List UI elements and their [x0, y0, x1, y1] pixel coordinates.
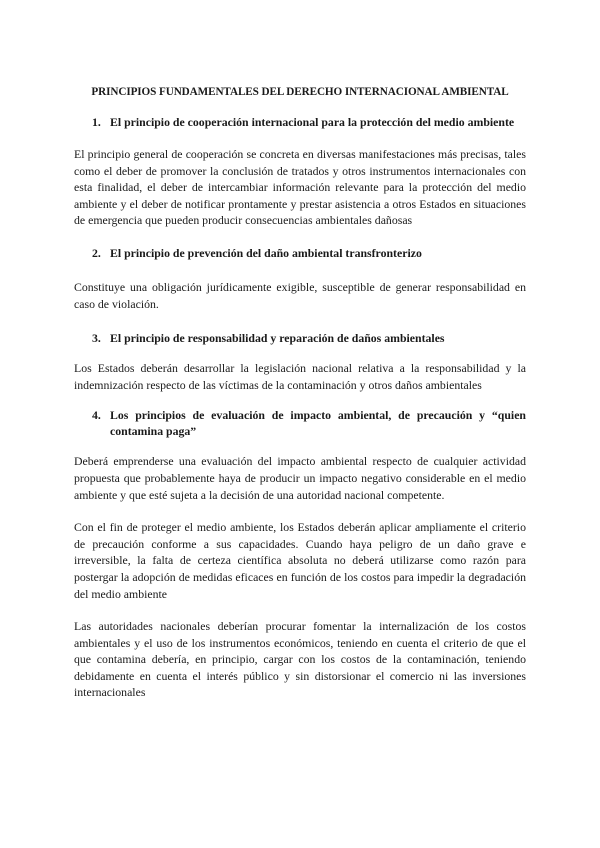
section-4-title: Los principios de evaluación de impacto ambiental, de precaución y “quien contamina paga” [110, 408, 526, 439]
section-1-number: 1. [92, 115, 101, 129]
section-1-heading [92, 114, 526, 130]
document-title: PRINCIPIOS FUNDAMENTALES DEL DERECHO INTERNACIONAL AMBIENTAL [91, 86, 509, 98]
section-3-paragraph: Los Estados deberán desarrollar la legislación nacional relativa a la responsabilidad y la indemnización respecto de las víctimas de la contaminación y otros daños ambientales [74, 361, 526, 392]
section-2-paragraph: Constituye una obligación jurídicamente exigible, susceptible de generar responsabilidad en caso de violación. [74, 279, 526, 311]
section-2-title: El principio de prevención del daño ambiental transfronterizo [110, 245, 422, 260]
section-1-paragraph: El principio general de cooperación se concreta en diversas manifestaciones más precisas, tales como el deber de promover la conclusión de tratados y otros instrumentos internacionales con esta finalidad, el deber de intercambiar información relevante para la protección del medio ambiente y el deber de notificar prontamente y prestar asistencia a otros Estados en situaciones de emergencia que pueden producir consecuencias ambientales dañosas [74, 147, 526, 228]
section-1-title: El principio de cooperación internacional para la protección del medio ambiente [110, 115, 515, 129]
section-4-number: 4. [92, 408, 101, 423]
section-4-paragraph-1: Deberá emprenderse una evaluación del impacto ambiental respecto de cualquier actividad propuesta que probablemente haya de producir un impacto negativo considerable en el medio ambiente y que esté sujeta a la decisión de una autoridad nacional competente. [74, 454, 526, 502]
section-2-number: 2. [92, 245, 101, 260]
section-3-number: 3. [92, 331, 101, 346]
section-4-heading [92, 407, 526, 439]
section-3-title: El principio de responsabilidad y reparación de daños ambientales [110, 331, 445, 346]
section-2-heading [92, 245, 526, 261]
document-page [74, 86, 526, 721]
section-4-paragraph-2: Con el fin de proteger el medio ambiente, los Estados deberán aplicar ampliamente el criterio de precaución conforme a sus capacidades. Cuando haya peligro de un daño grave e irreversible, la falta de certeza científica absoluta no deberá utilizarse como razón para postergar la adopción de medidas eficaces en función de los costos para impedir la degradación del medio ambiente [74, 520, 526, 601]
section-3-heading [92, 330, 526, 346]
section-4-paragraph-3: Las autoridades nacionales deberían procurar fomentar la internalización de los costos ambientales y el uso de los instrumentos económicos, teniendo en cuenta el criterio de que el que contamina debería, en principio, cargar con los costos de la contaminación, teniendo debidamente en cuenta el interés público y sin distorsionar el comercio ni las inversiones internacionales [74, 619, 526, 700]
